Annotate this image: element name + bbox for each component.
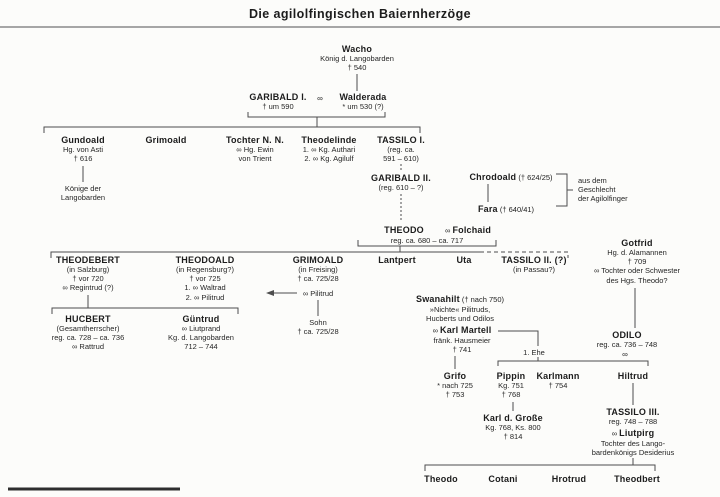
person-karl-der-grosse (483, 413, 543, 441)
person-gotfrid (594, 238, 680, 285)
person-pippin-detail-1: † 768 (501, 390, 521, 400)
bracket-tassilo-iii-kinder (425, 465, 655, 471)
person-grimoald-ii-detail-0: (in Freising) (298, 265, 338, 274)
person-lantpert-name: Lantpert (378, 255, 416, 265)
person-liutpirg-detail-0: Tochter des Lango- (600, 439, 666, 448)
person-grifo-name: Grifo (443, 371, 467, 381)
person-garibald-i (249, 92, 306, 111)
person-theodoald (176, 255, 235, 302)
person-sohn-detail-1: † ca. 725/28 (297, 327, 339, 337)
person-theodebert (56, 255, 120, 293)
person-odilo-name: ODILO (612, 330, 642, 340)
person-gundoald (61, 135, 105, 163)
person-folchaid-name: Folchaid (452, 225, 492, 235)
person-tassilo-i-detail-1: 591 – 610) (383, 154, 419, 164)
person-swanahilt-detail-0: »Nichte« Pilitruds, (429, 305, 491, 314)
person-tassilo-ii-detail-0: (in Passau?) (512, 265, 556, 274)
siblings-line-garibald-i (44, 127, 420, 133)
person-guentrud (168, 314, 234, 352)
person-uta-name: Uta (456, 255, 472, 265)
person-theodebert-detail-1: † vor 720 (72, 274, 104, 284)
person-theodbert-name: Theodbert (614, 474, 660, 484)
note-koenige-der-langobarden (61, 184, 105, 202)
person-grimoald-d-ae-name: Grimoald (145, 135, 187, 145)
person-theodoald-detail-3: 2. ∞ Pilitrud (185, 292, 225, 302)
person-chrodoald (469, 172, 552, 183)
person-theodbert (614, 474, 660, 484)
person-liutpirg-marriage-symbol: ∞ (611, 429, 620, 438)
person-liutpirg (592, 428, 675, 457)
person-garibald-ii (371, 173, 431, 192)
person-garibald-i-detail-0: † um 590 (262, 102, 294, 111)
person-guentrud-detail-0: ∞ Liutprand (181, 324, 221, 333)
person-odilo (597, 330, 657, 349)
note-agilolfinger-detail-2: der Agilolfinger (578, 194, 628, 204)
person-karlmann-name: Karlmann (536, 371, 580, 381)
person-gotfrid-detail-2: ∞ Tochter oder Schwester (593, 266, 681, 276)
person-pippin-name: Pippin (496, 371, 526, 381)
person-folchaid (445, 225, 491, 236)
person-garibald-ii-detail-0: (reg. 610 – ?) (378, 183, 424, 192)
person-wacho-detail-0: König d. Langobarden (320, 54, 394, 63)
person-grimoald-d-ae (145, 135, 186, 145)
label-erste-ehe-detail-0: 1. Ehe (523, 348, 545, 357)
person-tassilo-i-name: TASSILO I. (377, 135, 425, 145)
person-hiltrud (618, 371, 648, 381)
marriage-symbol-odilo-hiltrud (622, 350, 628, 359)
arrow-head-pilitrud (266, 290, 274, 296)
person-swanahilt-name: Swanahilt (415, 294, 460, 304)
person-theodoald-detail-0: (in Regensburg?) (176, 265, 234, 274)
person-pippin-detail-0: Kg. 751 (498, 381, 524, 390)
note-koenige-der-langobarden-detail-0: Könige der (64, 184, 102, 193)
person-tochter-n-n-name: Tochter N. N. (226, 135, 284, 145)
note-pilitrud (303, 289, 333, 298)
bracket-erste-ehe-kinder (498, 361, 648, 366)
person-walderada-detail-0: * um 530 (?) (342, 102, 384, 111)
person-gotfrid-name: Gotfrid (621, 238, 653, 248)
person-hrotrud-name: Hrotrud (551, 474, 587, 484)
marriage-symbol-garibald-walderada (317, 94, 323, 103)
person-karlmann-detail-0: † 754 (548, 381, 568, 390)
person-grifo-detail-0: * nach 725 (437, 381, 473, 390)
person-karl-martell (433, 325, 492, 354)
person-gundoald-detail-1: † 616 (73, 154, 93, 164)
person-sohn (297, 318, 338, 336)
person-fara-dates: († 640/41) (497, 205, 535, 214)
person-grimoald-ii-name: GRIMOALD (292, 255, 344, 265)
person-gotfrid-detail-1: † 709 (627, 257, 647, 267)
person-hucbert-detail-2: ∞ Rattrud (71, 342, 105, 352)
person-sohn-detail-0: Sohn (309, 318, 327, 327)
person-grifo (437, 371, 473, 399)
bracket-agilolfinger-note (556, 174, 567, 206)
person-hiltrud-name: Hiltrud (617, 371, 649, 381)
label-erste-ehe (523, 348, 545, 357)
person-odilo-detail-0: reg. ca. 736 – 748 (596, 340, 658, 349)
person-tassilo-i-detail-0: (reg. ca. (387, 145, 415, 154)
person-tassilo-ii-name: TASSILO II. (?) (501, 255, 567, 265)
person-folchaid-marriage-symbol: ∞ (445, 226, 453, 235)
person-guentrud-detail-2: 712 – 744 (184, 342, 218, 352)
note-agilolfinger-detail-0: aus dem (578, 176, 607, 185)
person-karl-martell-detail-1: † 741 (452, 345, 472, 355)
person-karl-der-grosse-detail-1: † 814 (503, 432, 523, 442)
bracket-garibald-walderada (248, 112, 385, 117)
person-wacho (320, 44, 394, 72)
person-karl-martell-marriage-symbol: ∞ (432, 326, 441, 335)
person-walderada (340, 92, 387, 111)
connector-karl-martell-ehe (498, 331, 538, 346)
person-swanahilt-dates: († nach 750) (459, 295, 505, 304)
person-chrodoald-dates: († 624/25) (516, 173, 553, 182)
person-cotani-name: Cotani (488, 474, 518, 484)
note-koenige-der-langobarden-detail-1: Langobarden (60, 193, 106, 203)
person-liutpirg-detail-1: bardenkönigs Desiderius (591, 448, 675, 458)
person-hucbert-detail-0: (Gesamtherrscher) (56, 324, 120, 333)
person-theodo-name: THEODO (384, 225, 424, 235)
person-walderada-name: Walderada (339, 92, 387, 102)
person-karl-der-grosse-detail-0: Kg. 768, Ks. 800 (485, 423, 541, 432)
person-grifo-detail-1: † 753 (445, 390, 465, 400)
page-title: Die agilolfingischen Baiernherzöge (249, 7, 471, 21)
person-karl-der-grosse-name: Karl d. Große (483, 413, 543, 423)
person-gotfrid-detail-3: des Hgs. Theodo? (606, 275, 668, 285)
person-gundoald-detail-0: Hg. von Asti (62, 145, 104, 154)
person-theodelinde-detail-0: 1. ∞ Kg. Authari (302, 145, 356, 154)
note-theodo-regierung (391, 236, 464, 245)
person-theodo-kind (424, 474, 458, 484)
person-grimoald-ii (293, 255, 344, 283)
person-hucbert (52, 314, 125, 352)
note-agilolfinger (578, 176, 628, 204)
person-pippin (497, 371, 526, 399)
person-tassilo-iii (606, 407, 659, 426)
person-uta (456, 255, 471, 265)
person-theodelinde (301, 135, 356, 163)
person-grimoald-ii-detail-1: † ca. 725/28 (297, 274, 339, 284)
person-garibald-ii-name: GARIBALD II. (371, 173, 431, 183)
person-hucbert-detail-1: reg. ca. 728 – ca. 736 (51, 333, 125, 343)
person-lantpert (378, 255, 416, 265)
person-tassilo-iii-name: TASSILO III. (606, 407, 660, 417)
person-theodoald-detail-1: † vor 725 (189, 274, 221, 284)
note-agilolfinger-detail-1: Geschlecht (578, 185, 616, 195)
person-chrodoald-name: Chrodoald (469, 172, 517, 182)
marriage-symbol-garibald-walderada-detail-0: ∞ (317, 94, 323, 103)
person-cotani (488, 474, 517, 484)
person-theodebert-name: THEODEBERT (55, 255, 121, 265)
person-tochter-n-n-detail-0: ∞ Hg. Ewin (236, 145, 274, 154)
person-theodoald-name: THEODOALD (175, 255, 235, 265)
person-theodo (384, 225, 424, 235)
person-theodebert-detail-2: ∞ Regintrud (?) (62, 283, 114, 293)
person-theodelinde-name: Theodelinde (301, 135, 357, 145)
person-wacho-detail-1: † 540 (347, 63, 367, 73)
person-theodebert-detail-0: (in Salzburg) (66, 265, 110, 274)
person-karl-martell-name: Karl Martell (440, 325, 492, 335)
person-theodoald-detail-2: 1. ∞ Waltrad (184, 283, 226, 293)
person-hrotrud (552, 474, 586, 484)
person-tassilo-iii-detail-0: reg. 748 – 788 (608, 417, 658, 426)
person-gundoald-name: Gundoald (61, 135, 105, 145)
person-theodelinde-detail-1: 2. ∞ Kg. Agilulf (304, 154, 354, 164)
person-theodo-kind-name: Theodo (424, 474, 458, 484)
person-wacho-name: Wacho (341, 44, 373, 54)
person-tassilo-ii (501, 255, 566, 274)
person-fara (478, 204, 534, 215)
note-pilitrud-detail-0: ∞ Pilitrud (302, 289, 334, 298)
person-guentrud-name: Güntrud (182, 314, 220, 324)
person-liutpirg-name: Liutpirg (619, 428, 655, 438)
person-tochter-n-n (226, 135, 284, 163)
person-hucbert-name: HUCBERT (65, 314, 111, 324)
person-karlmann (536, 371, 579, 390)
person-swanahilt-detail-1: Hucberts und Odilos (426, 314, 494, 324)
person-garibald-i-name: GARIBALD I. (249, 92, 307, 102)
person-gotfrid-detail-0: Hg. d. Alamannen (607, 248, 667, 257)
marriage-symbol-odilo-hiltrud-detail-0: ∞ (622, 350, 628, 359)
person-guentrud-detail-1: Kg. d. Langobarden (168, 333, 234, 343)
person-karl-martell-detail-0: fränk. Hausmeier (433, 336, 491, 345)
person-swanahilt (416, 294, 504, 323)
person-fara-name: Fara (477, 204, 498, 214)
note-theodo-regierung-detail-0: reg. ca. 680 – ca. 717 (390, 236, 464, 245)
person-tochter-n-n-detail-1: von Trient (238, 154, 272, 164)
person-tassilo-i (377, 135, 425, 163)
